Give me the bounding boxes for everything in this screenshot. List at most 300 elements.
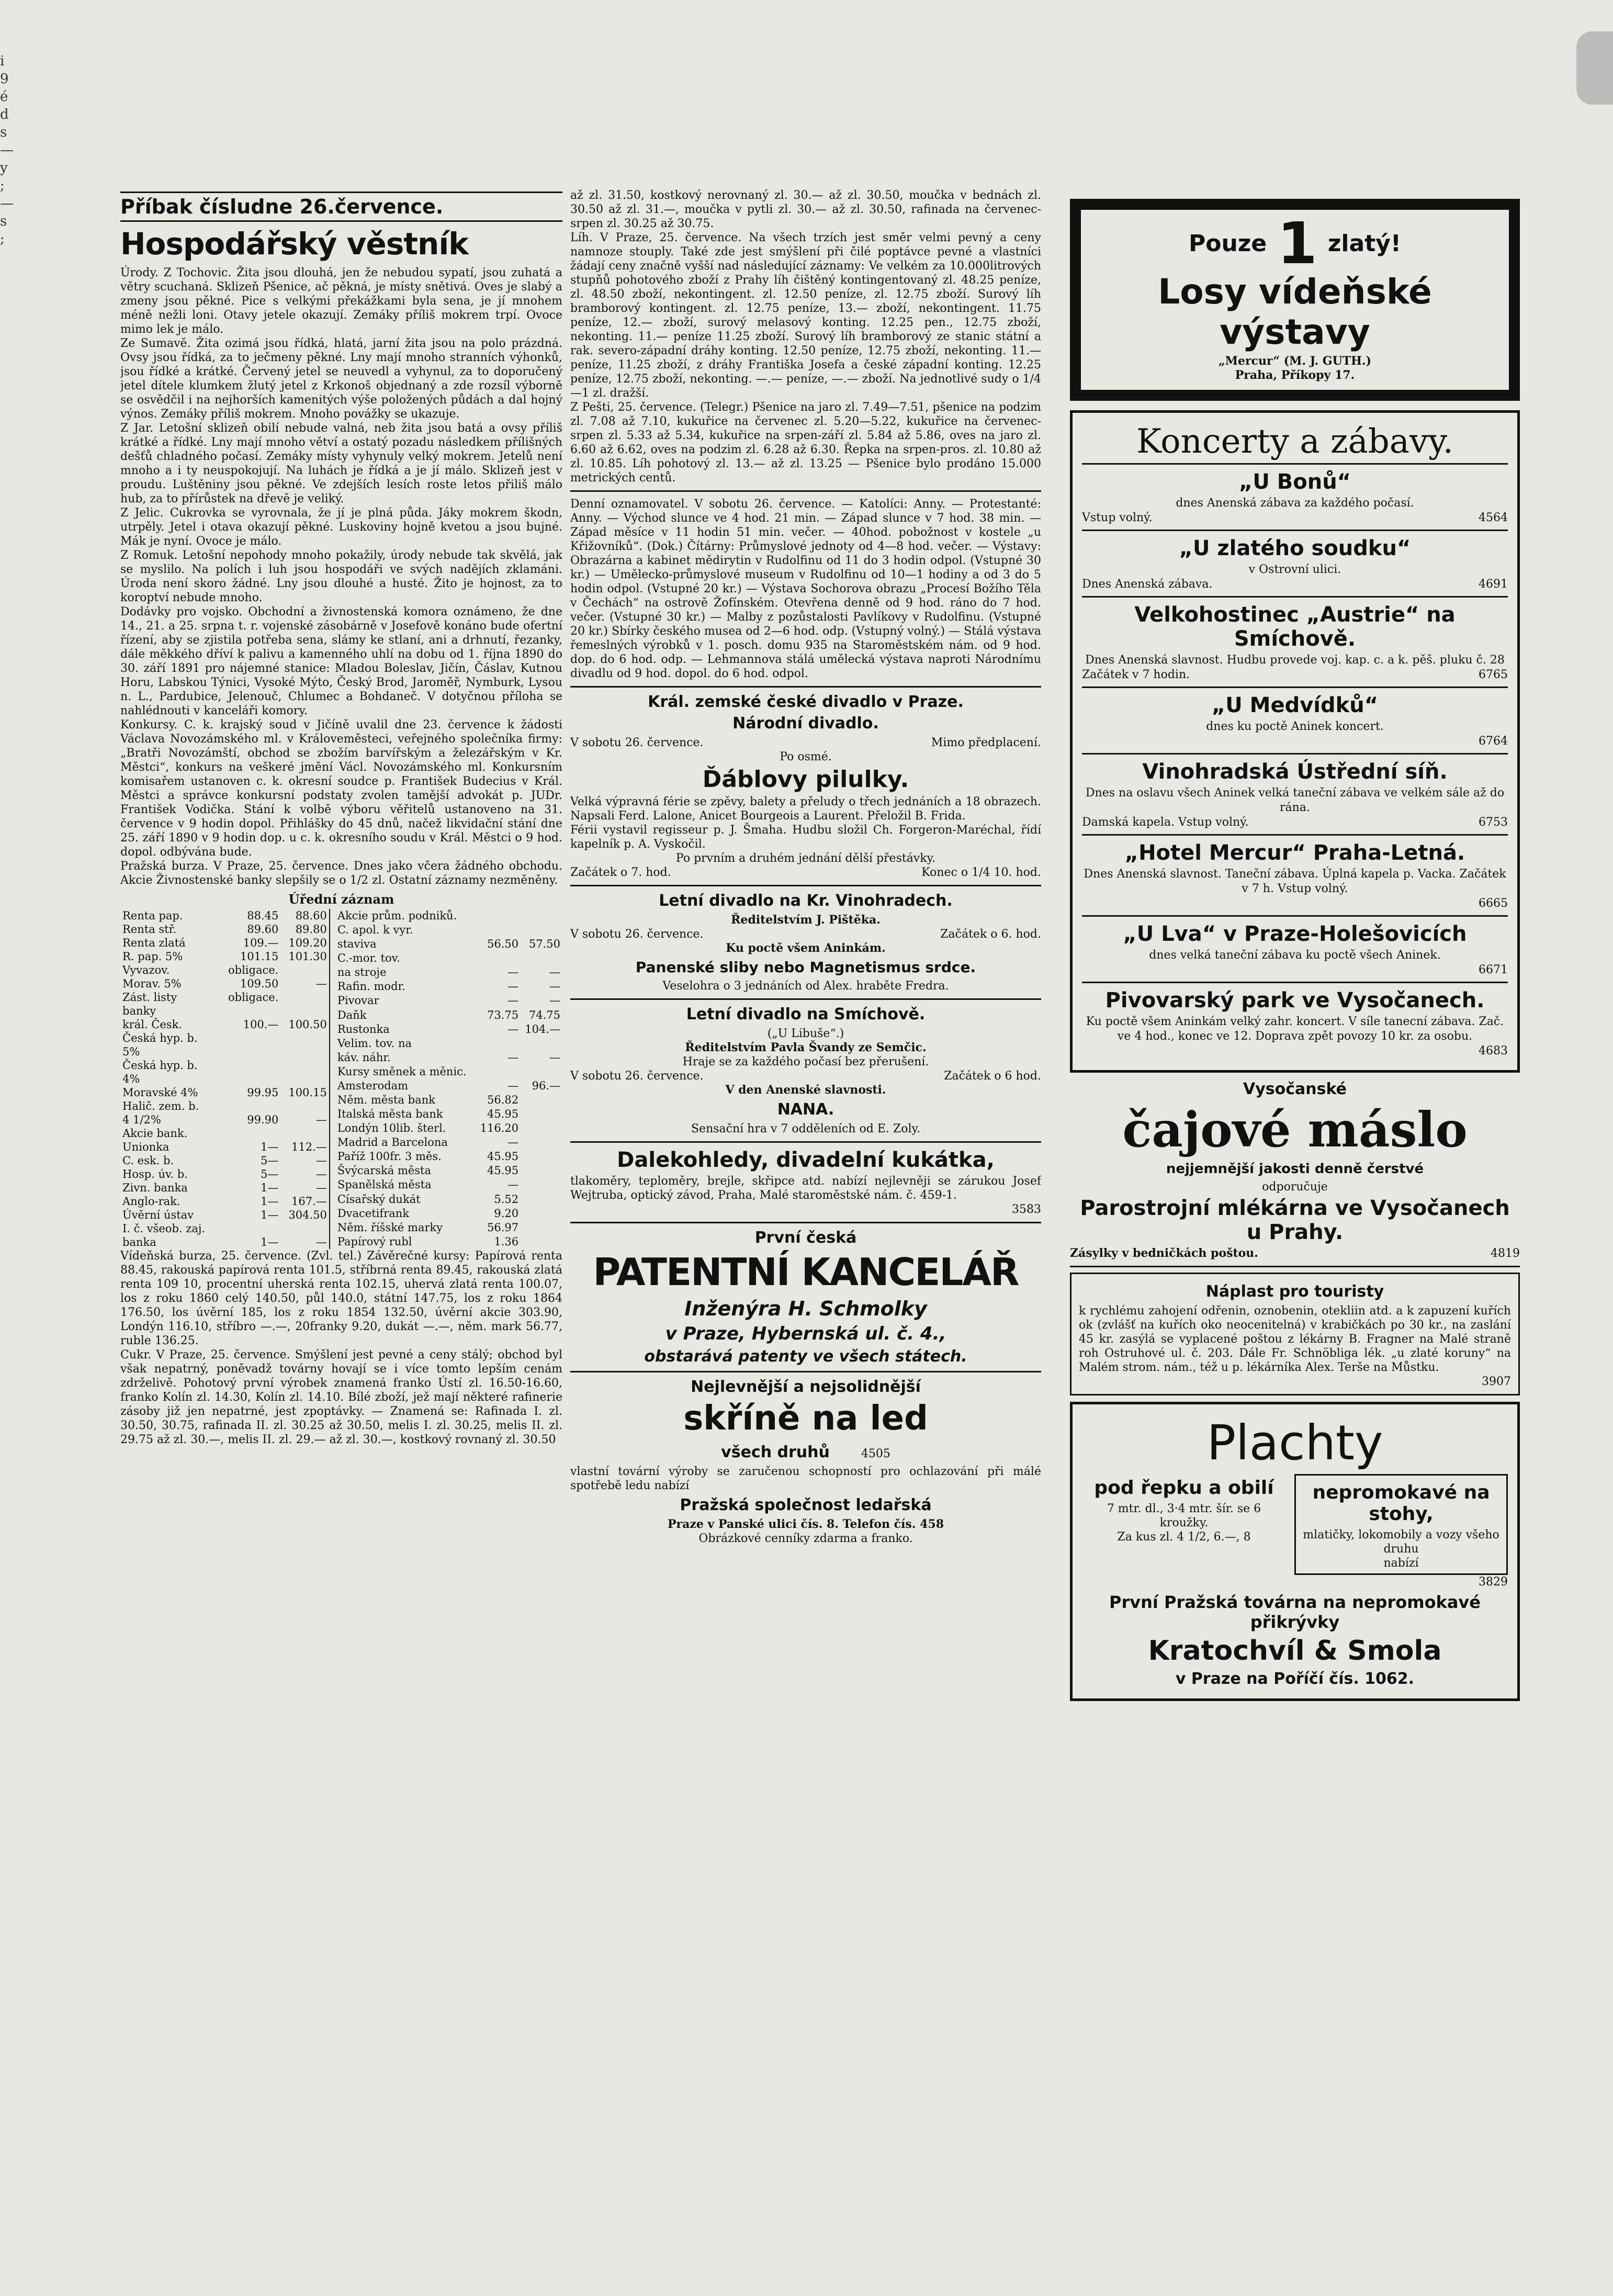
- table-cell: Italská města bank: [337, 1108, 443, 1121]
- event-number: 6765: [1479, 668, 1508, 681]
- table-cell: 45.95: [487, 1150, 519, 1163]
- table-row: [120, 909, 330, 922]
- article-paragraph: Dodávky pro vojsko. Obchodní a živnostenská komora oznámeno, že dne 14., 21. a 25. srpna t. r. vojenské zásobárně v Josefově konáno bude ofertní řízení, aby se zjistila potřeba sena, slámy ke stlaní, ani a drhnutí, řezanky, dále měkkého dříví k palivu a kamenného uhlí na dobu od 1. října 1890 do 30. září 1891 pro nájemné stanice: Mladou Boleslav, Jičín, Čáslav, Kutnou Horu, Labskou Týnici, Vysoké Mýto, Český Brod, Jaroměř, Nymburk, Lysou n. L., Pardubice, Jelenouč, Chlumec a Bohdaneč. V dotyčnou příloha se nahlédnouti v kanceláři komory.: [120, 605, 562, 717]
- article-paragraph: Cukr. V Praze, 25. července. Smýšlení jest pevné a ceny stálý; obchod byl však nepatrný, poněvadž továrny hovají se i více tomto lepším cenám zdrželivě. Pohotový první výrobek znamená franko Ústí zl. 16.50-16.60, franko Kolín zl. 14.30, Kolín zl. 14.10. Bílé zboží, jež mají některé rafinerie zásoby již jen nepatrné, jest zpoptávky. — Znamená se: Rafinada I. zl. 30.50, 30.75, rafinada II. zl. 30.25 až 30.50, melis I. zl. 30.25, melis II. zl. 29.75 až zl. 30.—, melis II. zl. 29.— až zl. 30.—, kostkový rovnaný zl. 30.50: [120, 1348, 562, 1446]
- ad-left-head: pod řepku a obilí: [1094, 1477, 1274, 1499]
- table-cell: [280, 1222, 329, 1235]
- table-cell: [521, 923, 562, 937]
- table-row: [120, 1222, 330, 1235]
- ad-dalekohledy: [570, 1148, 1041, 1217]
- theatre-title: Letní divadlo na Kr. Vinohradech.: [659, 892, 953, 910]
- divider: [570, 490, 1041, 492]
- section-title: Hospodářský věstník: [120, 226, 468, 262]
- table-cell: [219, 1222, 280, 1235]
- play-title: Panenské sliby nebo Magnetismus srdce.: [635, 959, 976, 976]
- table-row: [120, 1140, 330, 1154]
- table-cell: —: [549, 966, 560, 979]
- play-description: Po prvním a druhém jednání dělší přestávky.: [675, 852, 936, 865]
- table-cell: Londýn 10lib. šterl.: [337, 1122, 446, 1135]
- table-cell: [219, 1099, 280, 1113]
- event-title: Velkohostinec „Austrie“ na Smíchově.: [1134, 603, 1456, 651]
- table-cell: —: [549, 1051, 560, 1064]
- ad-right-text: mlatičky, lokomobily a vozy všeho druhu: [1303, 1528, 1499, 1556]
- event-title: „U Lva“ v Praze-Holešovicích: [1123, 922, 1467, 946]
- table-cell: 56.82: [487, 1094, 519, 1107]
- ad-pre: Pouze: [1189, 230, 1267, 257]
- article-paragraph: Pražská burza. V Praze, 25. července. Dnes jako včera žádného obchodu. Akcie Živnostenské banky slepšily se o 1/2 zl. Ostatní záznamy nezměněny.: [120, 860, 562, 887]
- table-cell: 101.15: [240, 950, 279, 963]
- ad-firm: „Mercur“ (M. J. GUTH.): [1219, 354, 1371, 368]
- table-cell: 167.—: [291, 1195, 327, 1208]
- table-cell: 4 1/2%: [122, 1113, 161, 1126]
- table-row: [120, 977, 330, 991]
- event-footer: [1082, 668, 1508, 682]
- table-row: [335, 1135, 562, 1150]
- table-cell: [476, 923, 521, 937]
- table-cell: [219, 1045, 280, 1059]
- theatre-start: Začátek o 6 hod.: [944, 1070, 1041, 1083]
- table-cell: 4%: [122, 1073, 140, 1085]
- play-description: Velká výpravná férie se zpěvy, balety a přeludy o třech jednáních a 18 obrazech. Napsali Ferd. Lalone, Anicet Bourgeois a Laurent. Přeložil B. Frida.: [570, 795, 1041, 823]
- divider: [570, 1371, 1041, 1372]
- daily-announcements: Denní oznamovatel. V sobotu 26. července. — Katolíci: Anny. — Protestanté: Anny. — Východ slunce ve 4 hod. 21 min. — Západ slunce v 7 hod. 38 min. — Západ měsíce v 11 hodin 51 min. večer. — 40hod. pobožnost v kostele „u Křižovníků“. (Dok.) Čítárny: Průmyslové jednoty od 4—8 hod. večer. — Výstavy: Obrazárna a kabinet mědirytin v Rudolfinu od 11 do 3 hodin odpol. (Vstupné 30 kr.) — Umělecko-průmyslové museum v Rudolfinu od 10—1 hodiny a od 3 do 5 hodin odpol. (Vstupné 20 kr.) — Výstava Sochorova obrazu „Procesí Božího Těla v Čechách“ na ostrově Žofínském. Otevřena denně od 9 hod. ráno do 7 hod. večer. (Vstupné 30 kr.) — Malby z pozůstalosti Pavlíkovy v Rudolfinu. (Vstupné 20 kr.) Sbírky českého musea od 2—6 hod. odp. (Vstupný volný.) — Stálá výstava řemeslných výrobků v 1. posch. domu 935 na Staroměstském nám. od 9 hod. dop. do 6 hod. odp. — Lehmannova stálá umělecká výstava naproti Národnímu divadlu od 9 hod. dopol. do 6 hod. odpol.: [570, 498, 1041, 680]
- event-footer: [1082, 511, 1508, 525]
- table-cell: obligace.: [228, 991, 279, 1004]
- table-row: [120, 1045, 330, 1059]
- table-cell: Švýcarská města: [337, 1164, 432, 1177]
- table-cell: Papírový rubl: [337, 1235, 412, 1248]
- table-row: [335, 994, 562, 1008]
- table-cell: [521, 1164, 562, 1178]
- table-cell: 9.20: [494, 1207, 519, 1220]
- table-row: [335, 1065, 562, 1079]
- table-cell: —: [549, 994, 560, 1007]
- ad-sub2: odporučuje: [1262, 1180, 1328, 1194]
- table-cell: 99.95: [247, 1086, 279, 1099]
- table-cell: [521, 1121, 562, 1135]
- table-cell: —: [507, 1178, 519, 1191]
- play-description: Férii vystavil regisseur p. J. Šmaha. Hudbu složil Ch. Forgeron-Maréchal, řídí kapelník p. A. Vyskočil.: [570, 824, 1041, 851]
- table-cell: [219, 1127, 280, 1140]
- play-start: Začátek o 7. hod.: [570, 866, 671, 879]
- table-cell: 73.75: [487, 1008, 519, 1021]
- table-row: [120, 936, 330, 950]
- event-text: Dnes Anenská slavnost. Taneční zábava. Úplná kapela p. Vacka. Začátek v 7 h. Vstup volný.: [1084, 868, 1506, 895]
- table-row: [335, 937, 562, 951]
- event-text: Dnes Anenská slavnost. Hudbu provede voj. kap. c. a k. pěš. pluku č. 28: [1085, 654, 1505, 667]
- table-row: [120, 950, 330, 963]
- table-cell: [280, 1031, 329, 1045]
- table-row: [335, 965, 562, 980]
- theatre-vinohrady: [570, 892, 1041, 993]
- table-row: [335, 980, 562, 994]
- divider: [570, 686, 1041, 688]
- theatre-note: V den Anenské slavnosti.: [725, 1083, 886, 1097]
- ad-sub: všech druhů: [721, 1443, 830, 1461]
- table-cell: [521, 1107, 562, 1121]
- ad-top: První česká: [754, 1229, 857, 1247]
- table-cell: Paříž 100fr. 3 měs.: [337, 1150, 442, 1163]
- theatre-dateline: [570, 736, 1041, 750]
- ad-plaster: [1070, 1273, 1520, 1395]
- table-cell: Unionka: [122, 1141, 170, 1153]
- table-cell: [280, 991, 329, 1004]
- table-cell: staviva: [337, 938, 377, 951]
- event-text: Ku poctě všem Aninkám velký zahr. koncert. V síle tanecní zábava. Zač. ve 4 hod., konec ve 12. Doprava zpět povozy 10 kr. za osobu.: [1086, 1015, 1504, 1043]
- exchange-tables: [120, 909, 562, 1249]
- event-footer: [1082, 815, 1508, 830]
- article-paragraph: až zl. 31.50, kostkový nerovnaný zl. 30.— až zl. 30.50, moučka v bednách zl. 30.50 až zl. 31.—, moučka v pytli zl. 30.— až zl. 30.50, rafinada na červenec-srpen zl. 30.25 až 30.75.: [570, 189, 1041, 230]
- table-cell: —: [507, 994, 519, 1007]
- table-cell: [280, 1072, 329, 1086]
- table-cell: —: [507, 1079, 519, 1092]
- ad-text: k rychlému zahojení odřenin, oznobenin, otekliin atd. a k zapuzení kuřích ok (zvlášť na kuřích oko neocenitelná) v krabičkách po 30 kr., na zaslání 45 kr. zasýlá se vyplacené poštou z lékárny B. Fragner na Malé straně roh Ostruhové ul. č. 203. Dále Fr. Schnöbliga lék. „u zlaté koruny“ na Malém strom. nám., též u p. lékárníka Alex. Terše na Můstku.: [1079, 1304, 1511, 1374]
- table-row: [335, 1079, 562, 1093]
- ad-number: 4505: [861, 1447, 890, 1460]
- ad-lottery-price: [1088, 210, 1502, 277]
- table-row: [120, 1154, 330, 1167]
- article-paragraph: Z Romuk. Letošní nepohody mnoho pokažily, úrody nebude tak skvělá, jak se myslilo. Na polích i luh jsou hospodáři ve svých nadějích zklamáni. Úroda není skoro žádné. Lny jsou dlouhé a husté. Žito je hojnost, za to koroptví nebude mnoho.: [120, 549, 562, 604]
- table-row: [335, 1051, 562, 1065]
- table-row: [335, 1107, 562, 1121]
- table-cell: 1—: [260, 1195, 279, 1208]
- table-cell: banka: [122, 1236, 156, 1248]
- events-list: [1082, 463, 1508, 1063]
- ad-line: Inženýra H. Schmolky: [684, 1297, 927, 1320]
- ad-title: skříně na led: [683, 1399, 928, 1438]
- ad-title: Plachty: [1206, 1415, 1383, 1471]
- table-cell: Anglo-rak.: [122, 1195, 181, 1208]
- table-cell: [521, 1093, 562, 1107]
- table-cell: Česká hyp. b.: [122, 1032, 198, 1044]
- table-cell: Madrid a Barcelona: [337, 1136, 448, 1149]
- ad-firm: Parostrojní mlékárna ve Vysočanech u Prahy.: [1080, 1196, 1510, 1244]
- table-cell: Něm. města bank: [337, 1094, 435, 1107]
- table-cell: [521, 1150, 562, 1164]
- event-item: [1082, 686, 1508, 753]
- table-cell: Velim. tov. na: [337, 1037, 412, 1050]
- table-cell: [521, 1065, 562, 1079]
- theatre-note: Po osmé.: [780, 750, 832, 763]
- table-cell: 109.—: [243, 937, 279, 949]
- table-cell: [476, 1065, 521, 1079]
- ad-firm: Pražská společnost ledařská: [680, 1496, 932, 1514]
- theatre-date: V sobotu 26. července.: [570, 928, 704, 941]
- table-cell: —: [507, 980, 519, 993]
- ad-left-price: Za kus zl. 4 1/2, 6.—, 8: [1117, 1530, 1251, 1544]
- ad-text: tlakoměry, teploměry, brejle, skřipce atd. nabízí nejlevněji se zárukou Josef Wejtruba, optický závod, Praha, Malé staroměstské nám. č. 459-1.: [570, 1175, 1041, 1202]
- ad-left: [1082, 1474, 1286, 1575]
- table-cell: Dvacetifrank: [337, 1207, 409, 1220]
- table-cell: Akcie prům. podniků.: [337, 909, 457, 922]
- theatre-date: V sobotu 26. července.: [570, 736, 704, 749]
- event-text: dnes ku poctě Aninek koncert.: [1206, 720, 1384, 733]
- column-advertisements: [1070, 199, 1520, 2266]
- play-title: NANA.: [777, 1100, 834, 1119]
- ad-title: PATENTNÍ KANCELÁŘ: [593, 1250, 1019, 1294]
- table-cell: [521, 1207, 562, 1221]
- article-paragraph: Líh. V Praze, 25. července. Na všech trzích jest směr velmi pevný a ceny namnoze stouply. Také zde jest smýšlení při čilé poptávce pevné a vlastníci žádají ceny značně vyšší nad následující záznamy: Ve velkém za 10.000litrových stupňů pohotového zboží z Prahy líh čištěný kontingentovaný zl. 48.25 peníze, zl. 48.50 zboží, nekontingent. zl. 12.50 peníze, zl. 12.75 zboží. Surový líh bramborový kontingent. zl. 12.75 peníze, 13.— zboží, nekontingent. 11.75 peníze, 12.— zboží, surový melasový konting. 12.25 pen., 12.75 zboží, nekonting. 11.— peníze 11.25 zboží. Surový líh bramborový ze stanic státní a rak. severo-západní dráhy konting. 12.50 peníze, 12.75 zboží, nekonting. 11.— peníze, 11.25 zboží, z dráhy Františka Josefa a české západní konting. 12.25 peníze, 12.75 zboží, nekonting. —.— peníze, —.— zboží. Na jednotlivé sudy o 1/4—1 zl. dražší.: [570, 231, 1041, 400]
- ad-price-number: 1: [1277, 210, 1317, 277]
- table-cell: [521, 1178, 562, 1192]
- table-cell: [280, 1127, 329, 1140]
- column-market-theatre: [570, 188, 1041, 2255]
- event-footer: [1082, 577, 1508, 592]
- table-cell: —: [315, 1236, 327, 1248]
- table-cell: Spanělská města: [337, 1178, 432, 1191]
- ad-firm: První Pražská továrna na nepromokavé přikrývky: [1109, 1592, 1481, 1632]
- ad-left-text: 7 mtr. dl., 3·4 mtr. šír. se 6 kroužky.: [1107, 1502, 1261, 1529]
- event-title: „U Bonů“: [1239, 470, 1351, 494]
- divider: [570, 1222, 1041, 1223]
- theatre-title: Letní divadlo na Smíchově.: [686, 1005, 926, 1023]
- ad-lottery: [1070, 199, 1520, 401]
- ad-right: [1294, 1474, 1508, 1575]
- theatre-title: Král. zemské české divadlo v Praze.: [648, 693, 964, 711]
- table-cell: [280, 1099, 329, 1113]
- event-item: [1082, 753, 1508, 834]
- ad-ice-boxes: [570, 1378, 1041, 1546]
- table-cell: [280, 1059, 329, 1072]
- table-cell: [521, 951, 562, 965]
- table-cell: Kursy směnek a měnic.: [337, 1065, 467, 1078]
- table-row: [335, 1037, 562, 1051]
- table-cell: [521, 1037, 562, 1051]
- table-row: [120, 1086, 330, 1099]
- table-cell: Rustonka: [337, 1022, 390, 1036]
- table-cell: obligace.: [228, 964, 279, 976]
- table-row: [335, 1178, 562, 1192]
- event-number: 4691: [1479, 578, 1508, 591]
- event-note: Damská kapela. Vstup volný.: [1082, 816, 1249, 829]
- play-title: Ďáblovy pilulky.: [702, 766, 909, 793]
- table-row: [120, 1181, 330, 1195]
- theatre-subtitle: („U Libuše“.): [767, 1027, 844, 1040]
- margin-scribbles: i 9 é d s — y ; — s ;: [0, 53, 14, 247]
- ad-footer-line: [1070, 1246, 1520, 1260]
- event-number: 4683: [1479, 1044, 1508, 1057]
- table-cell: 1—: [260, 1141, 279, 1153]
- table-cell: 96.—: [532, 1079, 560, 1092]
- ad-address: Praze v Panské ulici čís. 8. Telefon čís. 458: [667, 1517, 944, 1531]
- table-cell: 304.50: [288, 1209, 327, 1221]
- table-cell: Daňk: [337, 1008, 367, 1021]
- table-cell: [521, 1235, 562, 1249]
- table-row: [335, 951, 562, 965]
- table-cell: 5—: [260, 1168, 279, 1180]
- event-footer: [1082, 734, 1508, 749]
- column-economy: [120, 188, 562, 2255]
- ad-sub: nejjemnější jakosti denně čerstvé: [1166, 1161, 1424, 1177]
- table-row: [120, 1031, 330, 1045]
- table-cell: Akcie bank.: [122, 1127, 188, 1140]
- concerts-box: [1070, 410, 1520, 1073]
- table-row: [335, 1022, 562, 1037]
- table-cell: [476, 1037, 521, 1051]
- table-cell: Renta stř.: [122, 923, 177, 936]
- ad-right-note: nabízí: [1383, 1557, 1419, 1570]
- table-row: [120, 1208, 330, 1222]
- table-cell: 56.97: [487, 1221, 519, 1234]
- table-cell: banky: [122, 1005, 156, 1017]
- event-item: [1082, 596, 1508, 686]
- ad-number: 3907: [1482, 1375, 1511, 1388]
- table-cell: Halič. zem. b.: [122, 1100, 199, 1112]
- table-cell: 100.15: [288, 1086, 327, 1099]
- table-cell: Vyvazov.: [122, 964, 170, 976]
- table-cell: 109.20: [288, 937, 327, 949]
- table-cell: [219, 1031, 280, 1045]
- ad-number: 3829: [1479, 1575, 1508, 1589]
- event-note: Začátek v 7 hodin.: [1082, 668, 1190, 681]
- table-cell: 88.45: [247, 909, 279, 922]
- table-cell: [521, 1192, 562, 1207]
- table-cell: —: [507, 1051, 519, 1064]
- article-paragraph: Úrody. Z Tochovic. Žita jsou dlouhá, jen že nebudou sypatí, jsou zuhatá a větry scuchaná. Sklizeň Pšenice, ač pěkná, je místy snětivá. Oves je slabý a zmeny jsou pěkné. Pice s velkými překážkami byla sena, je jí mnohem méně nežli loni. Otavy jetele okazují. Zemáky příliš mokrem trpí. Ovoce mimo lek je málo.: [120, 266, 562, 336]
- table-row: [335, 1221, 562, 1235]
- event-title: „Hotel Mercur“ Praha-Letná.: [1124, 841, 1465, 865]
- table-cell: Pivovar: [337, 994, 379, 1007]
- table-row: [120, 1127, 330, 1140]
- theatre-smichov: [570, 1005, 1041, 1136]
- table-cell: 1—: [260, 1236, 279, 1248]
- table-cell: I. č. všeob. zaj.: [122, 1222, 206, 1235]
- event-text: Dnes na oslavu všech Aninek velká taneční zábava ve velkém sále až do rána.: [1085, 786, 1505, 814]
- event-number: 6764: [1479, 735, 1508, 748]
- theatre-dateline: [570, 927, 1041, 941]
- event-title: Pivovarský park ve Vysočanech.: [1105, 988, 1485, 1012]
- event-footer: [1082, 896, 1508, 911]
- table-cell: 99.90: [247, 1113, 279, 1126]
- table-row: [335, 1093, 562, 1107]
- event-note: Dnes Anenská zábava.: [1082, 578, 1213, 591]
- table-row: [335, 909, 562, 923]
- ad-firm-name: Kratochvíl & Smola: [1148, 1635, 1442, 1667]
- event-footer: [1082, 1044, 1508, 1059]
- event-title: Vinohradská Ústřední síň.: [1142, 760, 1448, 784]
- table-cell: —: [315, 977, 327, 990]
- table-row: [120, 1235, 330, 1249]
- article-paragraph: Z Pešti, 25. července. (Telegr.) Pšenice na jaro zl. 7.49—7.51, pšenice na podzim zl. 7.08 až 7.10, kukuřice na červenec zl. 5.20—5.22, kukuřice na červenec-srpen zl. 5.33 až 5.34, kukuřice na srpen-září zl. 5.84 až 5.86, oves na jaro zl. 6.60 až 6.62, oves na podzim zl. 6.28 až 6.30. Řepka na srpen-pros. zl. 10.80 až zl. 10.85. Líh pohotový zl. 13.— až zl. 13.25 — Pšenice bylo prodáno 15.000 metrických centů.: [570, 401, 1041, 485]
- table-cell: [521, 1221, 562, 1235]
- table-cell: 112.—: [291, 1141, 327, 1153]
- table-row: [335, 1235, 562, 1249]
- table-cell: 5—: [260, 1154, 279, 1167]
- article-paragraph: Ze Sumavě. Žita ozimá jsou řídká, hlatá, jarní žita jsou na polo prázdná. Ovsy jsou řídká, za to ječmeny pěkné. Lny mají mnoho stranních výhonků, jsou řídké a krátké. Červený jetel se neuvedl a vyhynul, za to doporučený jetel dítele klumkem žlutý jetel z Krkonoš objednaný a zde rozsíl výborně se osvědčil i na nejhorších kamenitých výše položených půdách a dal hojný výnos. Zemáky příliš mokrem. Mnoho povážky se ukazuje.: [120, 337, 562, 421]
- table-cell: Rafin. modr.: [337, 980, 405, 993]
- event-note: Vstup volný.: [1082, 511, 1153, 524]
- table-cell: —: [507, 1022, 519, 1036]
- table-cell: [280, 1045, 329, 1059]
- exchange-table-caption: Úřední záznam: [288, 892, 394, 907]
- divider: [570, 1141, 1041, 1143]
- table-cell: [476, 909, 521, 923]
- ad-address: v Praze na Poříčí čís. 1062.: [1175, 1670, 1415, 1688]
- ad-number: 3583: [1012, 1203, 1041, 1216]
- ad-title: Losy vídeňské výstavy: [1158, 272, 1432, 352]
- table-cell: —: [315, 1113, 327, 1126]
- theatre-national: [570, 693, 1041, 880]
- table-cell: [219, 1004, 280, 1018]
- table-row: [335, 1008, 562, 1022]
- table-row: [335, 923, 562, 937]
- table-row: [120, 1072, 330, 1086]
- ad-line: obstarává patenty ve všech státech.: [644, 1347, 967, 1366]
- event-number: 6753: [1479, 816, 1508, 829]
- table-cell: na stroje: [337, 966, 387, 979]
- article-paragraph: Z Jelic. Cukrovka se vyrovnala, že jí je plná půda. Jáky mokrem škodn, utrpěly. Jetel i otava okazují pěkné. Luskoviny hojně kvetou a jsou bujné. Mák je nyní. Ovoce je málo.: [120, 507, 562, 548]
- ad-footer: Zásylky v bedničkách poštou.: [1070, 1246, 1258, 1260]
- table-cell: [219, 1059, 280, 1072]
- event-item: [1082, 982, 1508, 1063]
- table-row: [335, 1192, 562, 1207]
- ad-number: 4819: [1491, 1247, 1520, 1260]
- table-cell: —: [315, 1154, 327, 1167]
- divider: [1070, 1266, 1520, 1267]
- table-cell: Úvěrní ústav: [122, 1209, 194, 1221]
- event-text: dnes velká taneční zábava ku poctě všech Aninek.: [1149, 949, 1441, 962]
- table-cell: [476, 951, 521, 965]
- ad-address: Praha, Příkopy 17.: [1235, 368, 1355, 382]
- table-cell: 56.50: [487, 938, 519, 951]
- ad-lottery-inner: [1079, 208, 1510, 391]
- ad-columns: [1082, 1474, 1508, 1575]
- ad-subline: [570, 1440, 1041, 1465]
- table-cell: C.-mor. tov.: [337, 952, 400, 965]
- play-description: Veselohra o 3 jednáních od Alex. hraběte Fredra.: [662, 980, 949, 993]
- issue-header: Příbak čísludne 26.července.: [120, 192, 562, 222]
- table-cell: C. esk. b.: [122, 1154, 174, 1167]
- table-cell: 109.50: [240, 977, 279, 990]
- table-cell: Amsterodam: [337, 1079, 409, 1092]
- table-cell: Renta pap.: [122, 909, 183, 922]
- table-cell: —: [315, 1168, 327, 1180]
- event-item: [1082, 530, 1508, 596]
- event-title: „U Medvídků“: [1211, 693, 1379, 717]
- table-cell: Česká hyp. b.: [122, 1059, 198, 1072]
- divider: [570, 885, 1041, 886]
- table-cell: 5.52: [494, 1192, 519, 1206]
- theatre-note: Ku poctě všem Aninkám.: [726, 941, 886, 955]
- table-cell: [521, 1135, 562, 1150]
- concerts-title: Koncerty a zábavy.: [1136, 422, 1454, 461]
- article-paragraph: Z Jar. Letošní sklizeň obilí nebude valná, neb žita jsou batá a ovsy příliš krátké a řídké. Lny mají mnoho větví a ostatý pozadu následkem přílišných dešťů chladného počasí. Zemáky místy vyhynuly velký mokrem. Jetelů není mnoho a i ty neuspokojují. Na luhách je řídká a je jí málo. Sklizeň jest v proudu. Luštěniny jsou pěkné. Ve zdejších lesích roste letos přiliš málo hub, za to přírůstek na dřevě je veliký.: [120, 422, 562, 505]
- table-cell: [280, 1004, 329, 1018]
- table-cell: 100.—: [243, 1018, 279, 1031]
- ad-butter: [1070, 1080, 1520, 1260]
- table-row: [335, 1164, 562, 1178]
- table-cell: 1—: [260, 1181, 279, 1194]
- exchange-table-right: [335, 909, 562, 1249]
- table-cell: Morav. 5%: [122, 977, 182, 990]
- theatre-subtitle: Národní divadlo.: [732, 714, 879, 733]
- article-paragraph: Vídeňská burza, 25. července. (Zvl. tel.) Závěrečné kursy: Papírová renta 88.45, rakouská papírová renta 101.5, stříbrná renta 89.45, rakouská zlatá renta 109 10, procentní uherská renta 102.15, uhervá zlatá renta 100.07, los z roku 1860 celý 140.50, půl 140.0, státní 147.75, los z roku 1864 176.50, los úvěrní 185, los z roku 1854 132.50, úvěrní akcie 303.90, Londýn 116.10, stříbro —.—, 20franky 9.20, dukát —.—, něm. mark 56.77, ruble 136.25.: [120, 1250, 562, 1347]
- table-cell: Moravské 4%: [122, 1086, 198, 1099]
- table-row: [120, 1004, 330, 1018]
- table-row: [335, 1121, 562, 1135]
- table-cell: [521, 909, 562, 923]
- exchange-table-left: [120, 909, 330, 1249]
- event-text: dnes Anenská zábava za každého počasí.: [1176, 497, 1414, 510]
- ad-post: zlatý!: [1327, 230, 1401, 257]
- table-cell: 89.80: [295, 923, 327, 936]
- table-cell: 1.36: [494, 1235, 519, 1248]
- ad-text: vlastní tovární výroby se zaručenou schopností pro ochlazování při málé spotřebě ledu nabízí: [570, 1465, 1041, 1492]
- ad-top: Nejlevnější a nejsolidnější: [691, 1378, 921, 1396]
- table-cell: Zást. listy: [122, 991, 177, 1004]
- article-paragraph: Konkursy. C. k. krajský soud v Jičíně uvalil dne 23. července k žádosti Václava Novozámského ml. v Královeměsteci, veřejného společníka firmy: „Bratři Novozámští, obchod se zbožím barvířským a železářským v Kr. Městci“, konkurs na veškeré jmění Václ. Novozámského ml. Konkursním komisařem ustanoven c. k. okresní soudce p. František Budecius v Král. Městci a správce konkursní podstaty zvolen tamější advokát p. JUDr. František Vodička. Stání k volbě výboru věřitelů ustanoveno na 31. července v 9 hodin dopol. Přihlášky do 45 dnů, načež likvidační stání dne 25. září 1890 v 9 hodin dop. u c. k. okresního soudu v Král. Městci o 9 hod. dopol. odbývána bude.: [120, 718, 562, 859]
- ad-line: v Praze, Hybernská ul. č. 4.,: [665, 1323, 946, 1344]
